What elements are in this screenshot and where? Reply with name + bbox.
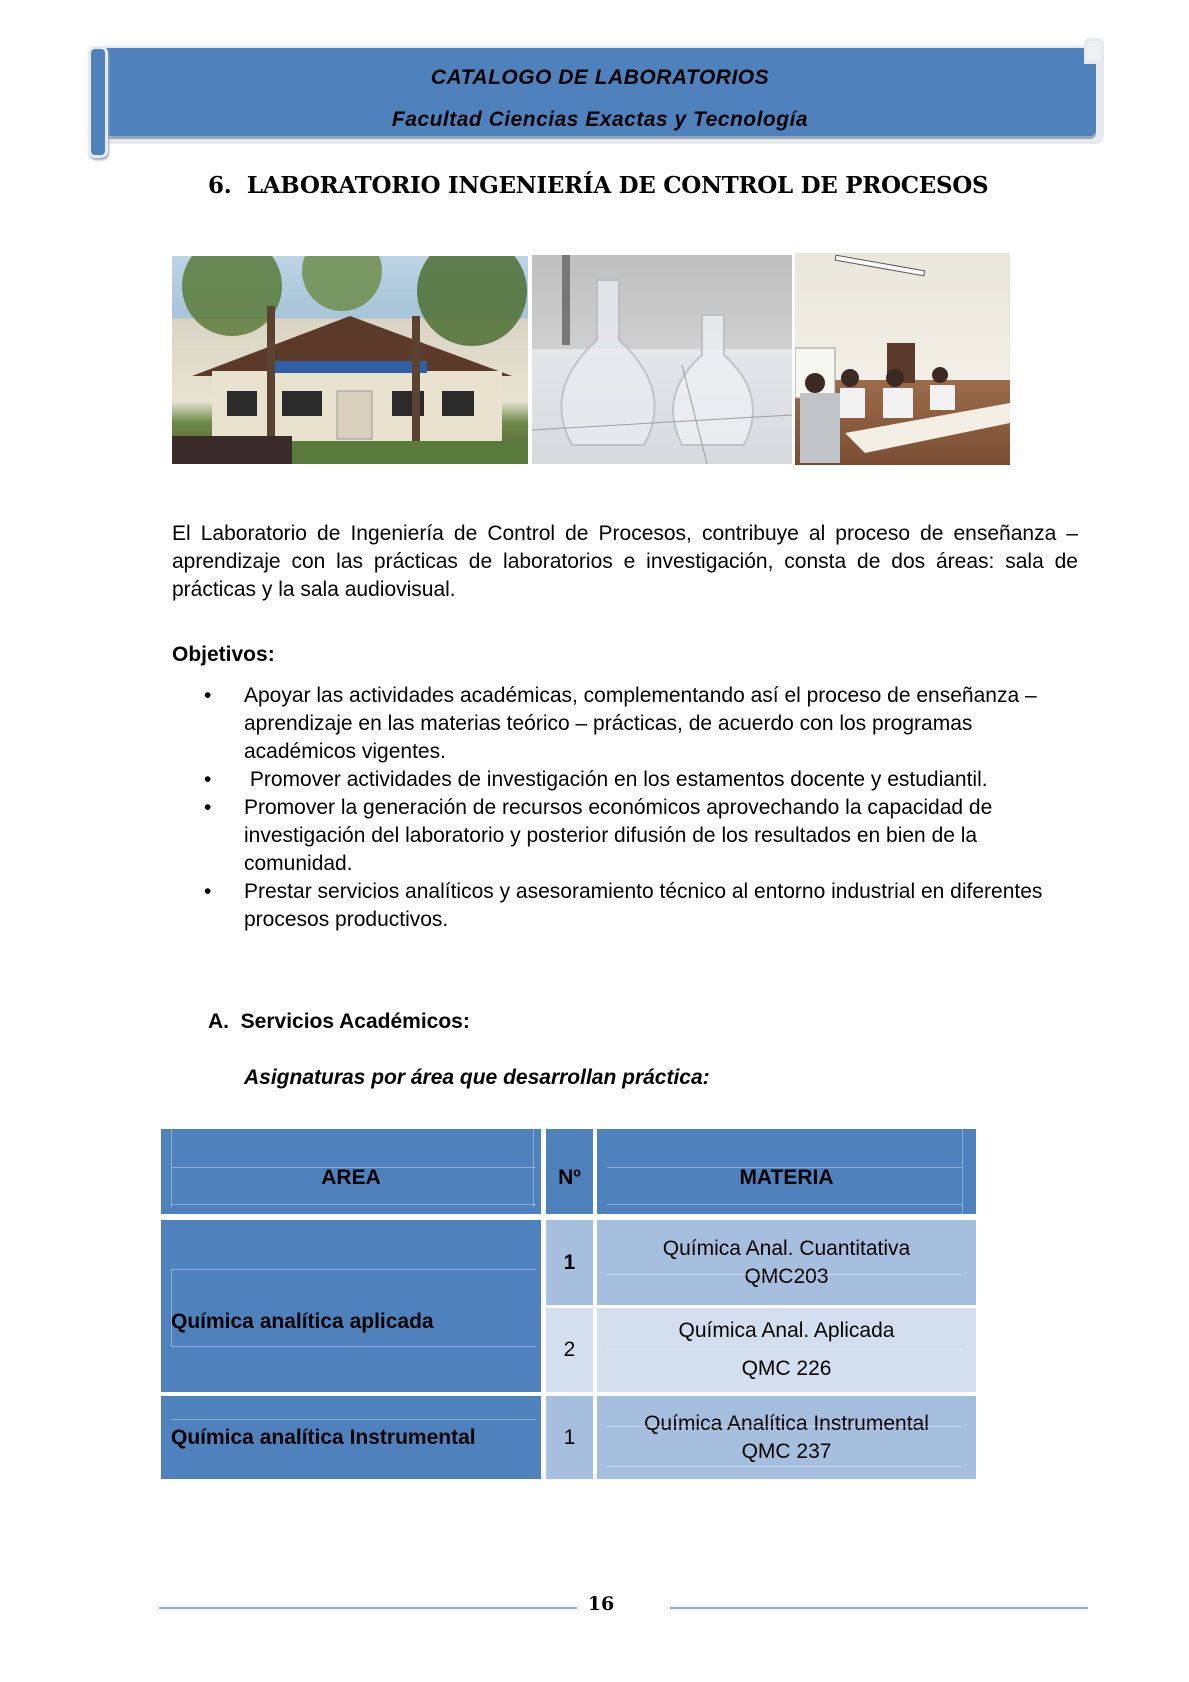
services-subheading: Asignaturas por área que desarrollan práctica: <box>244 1066 710 1089</box>
area-text: Química analítica aplicada <box>171 1310 434 1333</box>
table-cell-area <box>161 1396 541 1479</box>
header-banner <box>86 38 1104 150</box>
table-cell-materia <box>597 1220 976 1305</box>
services-heading: A. Servicios Académicos: <box>208 1010 470 1033</box>
grid-line <box>607 1204 962 1205</box>
objective-text: Promover la generación de recursos económicos aprovechando la capacidad de investigación del laboratorio y posterior difusión de los resultados en bien de la comunidad. <box>244 796 993 875</box>
header-num <box>546 1129 593 1214</box>
objectives-list <box>200 682 1080 934</box>
grid-line <box>607 1426 962 1427</box>
photo-laboratory-building <box>172 256 528 464</box>
materia-name: Química Anal. Aplicada <box>678 1319 895 1342</box>
intro-paragraph: El Laboratorio de Ingeniería de Control de Procesos, contribuye al proceso de enseñanza – aprendizaje con las prácticas de laboratorios e investigación, consta de dos áreas: sala de prácticas y la sala audiovisual. <box>172 522 1078 601</box>
header-materia <box>597 1129 976 1214</box>
grid-line <box>171 1269 172 1346</box>
materia-code: QMC 237 <box>741 1439 832 1463</box>
bullet-icon: • <box>204 796 212 819</box>
grid-line <box>171 1419 536 1420</box>
header-materia-label: MATERIA <box>739 1165 834 1189</box>
objective-item <box>200 682 1080 766</box>
grid-line <box>171 1269 536 1270</box>
objective-item <box>200 878 1080 934</box>
objective-text: Apoyar las actividades académicas, complementando así el proceso de enseñanza – aprendizaje en las materias teórico – prácticas, de acuerdo con los programas académicos vigentes. <box>244 684 1037 763</box>
grid-line <box>607 1349 962 1350</box>
table-cell-num <box>546 1220 593 1305</box>
footer-rule-right <box>670 1607 1088 1609</box>
objective-item <box>200 794 1080 878</box>
header-num-label: Nº <box>558 1165 581 1189</box>
banner-body <box>104 48 1096 136</box>
materia-code: QMC 226 <box>741 1357 832 1380</box>
grid-line <box>607 1466 962 1467</box>
subjects-table <box>161 1129 976 1479</box>
objective-text: Promover actividades de investigación en los estamentos docente y estudiantil. <box>244 768 988 791</box>
grid-line <box>171 1167 536 1168</box>
photo-glass-flasks <box>532 255 792 464</box>
section-title: LABORATORIO INGENIERÍA DE CONTROL DE PROCESOS <box>246 172 989 199</box>
header-area <box>161 1129 541 1214</box>
grid-line <box>171 1346 536 1347</box>
table-cell-num <box>546 1396 593 1479</box>
bullet-icon: • <box>204 684 212 707</box>
table-cell-area <box>161 1220 541 1392</box>
section-heading <box>208 172 988 199</box>
objectives-heading: Objetivos: <box>172 643 275 666</box>
photo-students-in-lab <box>795 253 1010 465</box>
faculty-subtitle: Facultad Ciencias Exactas y Tecnología <box>391 108 809 131</box>
grid-line <box>607 1274 962 1275</box>
bullet-icon: • <box>204 768 212 791</box>
num-text: 1 <box>563 1425 576 1449</box>
footer-rule-left <box>159 1607 577 1609</box>
materia-code: QMC203 <box>744 1264 829 1288</box>
grid-line <box>962 1129 963 1214</box>
page-number: 16 <box>587 1593 615 1615</box>
num-text: 1 <box>563 1250 576 1274</box>
scroll-curl-right-icon <box>1084 38 1104 64</box>
area-text: Química analítica Instrumental <box>171 1425 476 1449</box>
header-area-label: AREA <box>321 1165 381 1189</box>
objective-item <box>200 766 1080 794</box>
grid-line <box>607 1167 962 1168</box>
bullet-icon: • <box>204 880 212 903</box>
grid-line <box>533 1129 534 1207</box>
catalog-title: CATALOGO DE LABORATORIOS <box>430 66 770 89</box>
materia-name: Química Analítica Instrumental <box>644 1411 929 1435</box>
grid-line <box>171 1204 536 1205</box>
grid-line <box>171 1129 172 1207</box>
num-text: 2 <box>563 1338 576 1361</box>
table-cell-materia <box>597 1308 976 1392</box>
scroll-curl-left-icon <box>88 46 108 158</box>
table-cell-num <box>546 1308 593 1392</box>
materia-name: Química Anal. Cuantitativa <box>662 1236 911 1260</box>
objective-text: Prestar servicios analíticos y asesoramiento técnico al entorno industrial en diferentes procesos productivos. <box>244 880 1043 931</box>
section-number: 6. <box>208 172 232 199</box>
